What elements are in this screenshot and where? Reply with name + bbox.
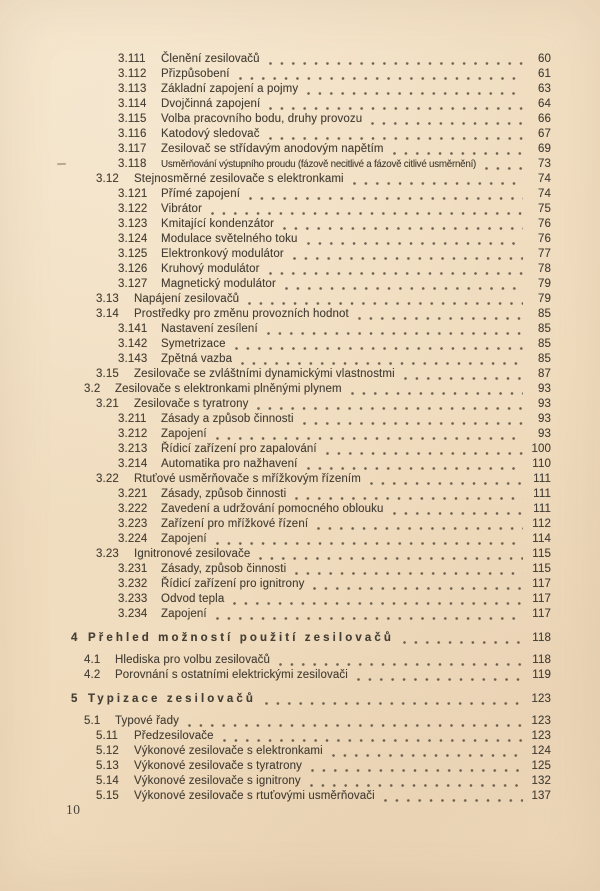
- entry-page: 85: [537, 323, 551, 335]
- toc-row: [0, 427, 551, 442]
- entry-title: Zapojení: [161, 608, 207, 620]
- entry-page: 111: [533, 488, 551, 500]
- toc-row: [0, 247, 551, 262]
- entry-title: Kmitající kondenzátor: [161, 218, 275, 230]
- entry-number: 3.121: [118, 188, 148, 200]
- entry-number: 3.112: [118, 68, 147, 80]
- page-number: 10: [66, 802, 81, 817]
- dot-leader: [248, 302, 523, 305]
- entry-page: 85: [537, 353, 551, 365]
- entry-page: 123: [531, 730, 551, 742]
- entry-number: 3.211: [118, 413, 147, 425]
- entry-number: 3.125: [118, 248, 148, 260]
- entry-number: 3.15: [96, 368, 119, 380]
- entry-number: 3.214: [118, 458, 148, 470]
- entry-number: 3.114: [118, 98, 147, 110]
- toc-row: [0, 367, 551, 382]
- entry-number: 5.13: [96, 760, 119, 772]
- entry-title: Zásady a způsob činnosti: [161, 413, 294, 425]
- toc-row: [0, 307, 551, 322]
- entry-title: Řídicí zařízení pro ignitrony: [161, 578, 305, 590]
- entry-number: 3.143: [118, 353, 148, 365]
- entry-number: 3.224: [118, 533, 148, 545]
- toc-row: [0, 217, 551, 232]
- dot-leader: [249, 197, 523, 200]
- entry-number: 5.14: [96, 775, 119, 787]
- entry-page: 137: [531, 790, 551, 802]
- dot-leader: [485, 167, 523, 170]
- toc-row: [0, 337, 551, 352]
- dot-leader: [307, 467, 524, 470]
- dot-leader: [269, 272, 523, 275]
- entry-number: 3.117: [118, 143, 147, 155]
- toc-row: [0, 774, 551, 789]
- entry-title: Základní zapojení a pojmy: [161, 83, 299, 95]
- entry-number: 3.113: [118, 83, 147, 95]
- entry-number: 3.212: [118, 428, 148, 440]
- entry-number: 3.123: [118, 218, 148, 230]
- toc-row: [0, 744, 551, 759]
- entry-title: Rtuťové usměrňovače s mřížkovým řízením: [134, 473, 361, 485]
- dot-leader: [393, 512, 523, 515]
- dot-leader: [358, 317, 523, 320]
- entry-title: Odvod tepla: [161, 593, 225, 605]
- entry-title: Zesilovače s tyratrony: [134, 398, 249, 410]
- dot-leader: [313, 587, 523, 590]
- entry-title: Usměrňování výstupního proudu (fázově necitlivé a fázově citlivé usměrnění): [161, 159, 477, 170]
- dot-leader: [351, 392, 523, 395]
- entry-number: 3.231: [118, 563, 148, 575]
- entry-page: 75: [537, 203, 551, 215]
- entry-page: 124: [531, 745, 551, 757]
- toc-row: [0, 631, 551, 646]
- dot-leader: [303, 422, 523, 425]
- dot-leader: [211, 212, 523, 215]
- entry-title: Napájení zesilovačů: [134, 293, 240, 305]
- entry-number: 5.15: [96, 790, 119, 802]
- entry-page: 61: [537, 68, 551, 80]
- dot-leader: [235, 347, 523, 350]
- dot-leader: [241, 362, 523, 365]
- entry-page: 132: [531, 775, 551, 787]
- entry-number: 5: [71, 693, 78, 705]
- entry-number: 3.233: [118, 593, 148, 605]
- entry-page: 111: [533, 503, 551, 515]
- entry-title: Automatika pro nažhavení: [161, 458, 298, 470]
- entry-page: 78: [537, 263, 551, 275]
- dot-leader: [295, 572, 523, 575]
- dot-leader: [307, 92, 523, 95]
- margin-mark: [57, 163, 66, 165]
- entry-title: Katodový sledovač: [161, 128, 260, 140]
- dot-leader: [326, 452, 523, 455]
- entry-title: Hlediska pro volbu zesilovačů: [115, 654, 270, 666]
- entry-page: 123: [531, 693, 551, 705]
- entry-number: 3.234: [118, 608, 148, 620]
- entry-number: 3.141: [118, 323, 148, 335]
- dot-leader: [269, 137, 523, 140]
- toc-row: [0, 729, 551, 744]
- entry-number: 3.223: [118, 518, 148, 530]
- entry-number: 3.124: [118, 233, 148, 245]
- dot-leader: [295, 497, 523, 500]
- dot-leader: [223, 739, 523, 742]
- entry-number: 5.11: [96, 730, 119, 742]
- entry-number: 3.13: [96, 293, 119, 305]
- toc-row: [0, 759, 551, 774]
- entry-title: Zavedení a udržování pomocného oblouku: [161, 503, 384, 515]
- entry-page: 123: [531, 715, 551, 727]
- entry-title: Výkonové zesilovače s ignitrony: [134, 775, 301, 787]
- entry-page: 69: [537, 143, 551, 155]
- entry-page: 76: [537, 233, 551, 245]
- entry-title: Elektronkový modulátor: [161, 248, 284, 260]
- entry-page: 115: [532, 548, 551, 560]
- entry-number: 3.126: [118, 263, 148, 275]
- dot-leader: [310, 784, 523, 787]
- dot-leader: [239, 77, 523, 80]
- entry-title: Zásady, způsob činnosti: [161, 488, 287, 500]
- entry-title: Zpětná vazba: [161, 353, 233, 365]
- toc-row: [0, 562, 551, 577]
- entry-number: 3.23: [96, 548, 119, 560]
- dot-leader: [357, 678, 523, 681]
- dot-leader: [384, 799, 523, 802]
- dot-leader: [216, 437, 523, 440]
- entry-page: 100: [531, 443, 551, 455]
- entry-number: 3.116: [118, 128, 147, 140]
- entry-page: 66: [537, 113, 551, 125]
- entry-page: 117: [532, 593, 551, 605]
- entry-page: 117: [532, 578, 551, 590]
- toc-row: [0, 82, 551, 97]
- toc-row: [0, 232, 551, 247]
- entry-page: 115: [532, 563, 551, 575]
- entry-page: 93: [537, 383, 551, 395]
- entry-title: Kruhový modulátor: [161, 263, 260, 275]
- dot-leader: [370, 482, 523, 485]
- toc-row: [0, 668, 551, 683]
- entry-title: Prostředky pro změnu provozních hodnot: [134, 308, 349, 320]
- entry-title: Zapojení: [161, 533, 207, 545]
- entry-title: Nastavení zesílení: [161, 323, 258, 335]
- entry-number: 4: [71, 632, 78, 644]
- toc-row: [0, 532, 551, 547]
- entry-title: Výkonové zesilovače s tyratrony: [134, 760, 302, 772]
- toc-row: [0, 789, 551, 804]
- toc-row: [0, 187, 551, 202]
- entry-page: 79: [537, 278, 551, 290]
- entry-page: 79: [537, 293, 551, 305]
- entry-page: 119: [532, 669, 551, 681]
- toc-row: [0, 442, 551, 457]
- entry-title: Výkonové zesilovače s elektronkami: [134, 745, 323, 757]
- entry-title: Zesilovače s elektronkami plněnými plynem: [115, 383, 342, 395]
- entry-title: Symetrizace: [161, 338, 226, 350]
- toc-row: [0, 472, 551, 487]
- entry-title: Ignitronové zesilovače: [134, 548, 251, 560]
- entry-number: 3.12: [96, 173, 119, 185]
- toc-row: [0, 382, 551, 397]
- dot-leader: [332, 754, 523, 757]
- entry-page: 77: [537, 248, 551, 260]
- toc-row: [0, 67, 551, 82]
- entry-title: Předzesilovače: [134, 730, 214, 742]
- entry-page: 93: [537, 413, 551, 425]
- entry-title: Typové řady: [115, 715, 179, 727]
- toc-row: [0, 592, 551, 607]
- entry-number: 3.21: [96, 398, 119, 410]
- entry-number: 3.22: [96, 473, 119, 485]
- entry-number: 3.127: [118, 278, 148, 290]
- entry-title: Zesilovače se zvláštními dynamickými vlastnostmi: [134, 368, 395, 380]
- toc-row: [0, 547, 551, 562]
- entry-number: 3.222: [118, 503, 148, 515]
- toc-row: [0, 714, 551, 729]
- toc-row: [0, 457, 551, 472]
- dot-leader: [317, 527, 523, 530]
- toc-row: [0, 157, 551, 172]
- entry-number: 3.14: [96, 308, 119, 320]
- dot-leader: [285, 287, 523, 290]
- toc-row: [0, 397, 551, 412]
- dot-leader: [293, 257, 523, 260]
- toc-row: [0, 607, 551, 622]
- entry-title: Volba pracovního bodu, druhy provozu: [161, 113, 363, 125]
- entry-title: Řídicí zařízení pro zapalování: [161, 443, 317, 455]
- toc-row: [0, 97, 551, 112]
- entry-title: Magnetický modulátor: [161, 278, 276, 290]
- entry-page: 117: [532, 608, 551, 620]
- dot-leader: [404, 377, 523, 380]
- toc-row: [0, 142, 551, 157]
- toc-row: [0, 502, 551, 517]
- dot-leader: [259, 557, 523, 560]
- entry-title: Zařízení pro mřížkové řízení: [161, 518, 309, 530]
- dot-leader: [267, 332, 523, 335]
- entry-page: 63: [537, 83, 551, 95]
- entry-number: 3.232: [118, 578, 148, 590]
- entry-number: 4.1: [84, 654, 101, 666]
- toc-row: [0, 577, 551, 592]
- entry-number: 3.142: [118, 338, 148, 350]
- dot-leader: [265, 702, 523, 705]
- entry-number: 5.12: [96, 745, 119, 757]
- toc-row: [0, 653, 551, 668]
- dot-leader: [353, 182, 523, 185]
- dot-leader: [393, 152, 523, 155]
- dot-leader: [216, 617, 523, 620]
- dot-leader: [283, 227, 523, 230]
- entry-number: 5.1: [84, 715, 101, 727]
- dot-leader: [188, 724, 523, 727]
- entry-title: Vibrátor: [161, 203, 203, 215]
- toc-row: [0, 172, 551, 187]
- toc-row: [0, 112, 551, 127]
- toc-row: [0, 322, 551, 337]
- entry-page: 76: [537, 218, 551, 230]
- dot-leader: [279, 663, 523, 666]
- entry-title: Stejnosměrné zesilovače s elektronkami: [134, 173, 344, 185]
- entry-page: 118: [532, 654, 551, 666]
- entry-title: Zapojení: [161, 428, 207, 440]
- entry-title: Dvojčinná zapojení: [161, 98, 261, 110]
- dot-leader: [257, 407, 523, 410]
- entry-page: 64: [537, 98, 551, 110]
- entry-title: Zásady, způsob činnosti: [161, 563, 287, 575]
- entry-title: Porovnání s ostatními elektrickými zesilovači: [115, 669, 348, 681]
- dot-leader: [311, 769, 523, 772]
- entry-page: 111: [533, 473, 551, 485]
- entry-page: 112: [532, 518, 551, 530]
- entry-title: Přehled možností použití zesilovačů: [88, 632, 394, 644]
- entry-title: Zesilovač se střídavým anodovým napětím: [161, 143, 384, 155]
- entry-title: Členění zesilovačů: [161, 53, 260, 65]
- entry-number: 3.221: [118, 488, 148, 500]
- entry-title: Modulace světelného toku: [161, 233, 298, 245]
- entry-page: 93: [537, 398, 551, 410]
- entry-title: Přizpůsobení: [161, 68, 230, 80]
- entry-page: 85: [537, 338, 551, 350]
- entry-number: 4.2: [84, 669, 101, 681]
- dot-leader: [403, 641, 523, 644]
- entry-page: 114: [532, 533, 551, 545]
- toc-row: [0, 352, 551, 367]
- entry-page: 74: [537, 173, 551, 185]
- toc-row: [0, 292, 551, 307]
- entry-number: 3.115: [118, 113, 147, 125]
- entry-page: 73: [537, 158, 551, 170]
- entry-page: 118: [532, 632, 551, 644]
- entry-page: 60: [537, 53, 551, 65]
- entry-title: Přímé zapojení: [161, 188, 241, 200]
- entry-page: 110: [532, 458, 551, 470]
- entry-number: 3.122: [118, 203, 148, 215]
- entry-number: 3.2: [84, 383, 101, 395]
- entry-page: 125: [531, 760, 551, 772]
- toc-row: [0, 127, 551, 142]
- entry-page: 85: [537, 308, 551, 320]
- entry-page: 74: [537, 188, 551, 200]
- dot-leader: [269, 107, 523, 110]
- dot-leader: [371, 122, 523, 125]
- entry-page: 87: [537, 368, 551, 380]
- toc-row: [0, 52, 551, 67]
- entry-number: 3.118: [118, 158, 147, 170]
- entry-title: Výkonové zesilovače s rtuťovými usměrňovači: [134, 790, 375, 802]
- toc-row: [0, 262, 551, 277]
- dot-leader: [216, 542, 523, 545]
- toc-row: [0, 692, 551, 707]
- entry-page: 93: [537, 428, 551, 440]
- toc-row: [0, 412, 551, 427]
- toc-row: [0, 277, 551, 292]
- toc-row: [0, 487, 551, 502]
- toc-row: [0, 202, 551, 217]
- entry-number: 3.213: [118, 443, 148, 455]
- entry-number: 3.111: [118, 53, 146, 65]
- entry-page: 67: [537, 128, 551, 140]
- entry-title: Typizace zesilovačů: [88, 693, 256, 705]
- toc-row: [0, 517, 551, 532]
- dot-leader: [269, 62, 523, 65]
- dot-leader: [233, 602, 523, 605]
- dot-leader: [307, 242, 524, 245]
